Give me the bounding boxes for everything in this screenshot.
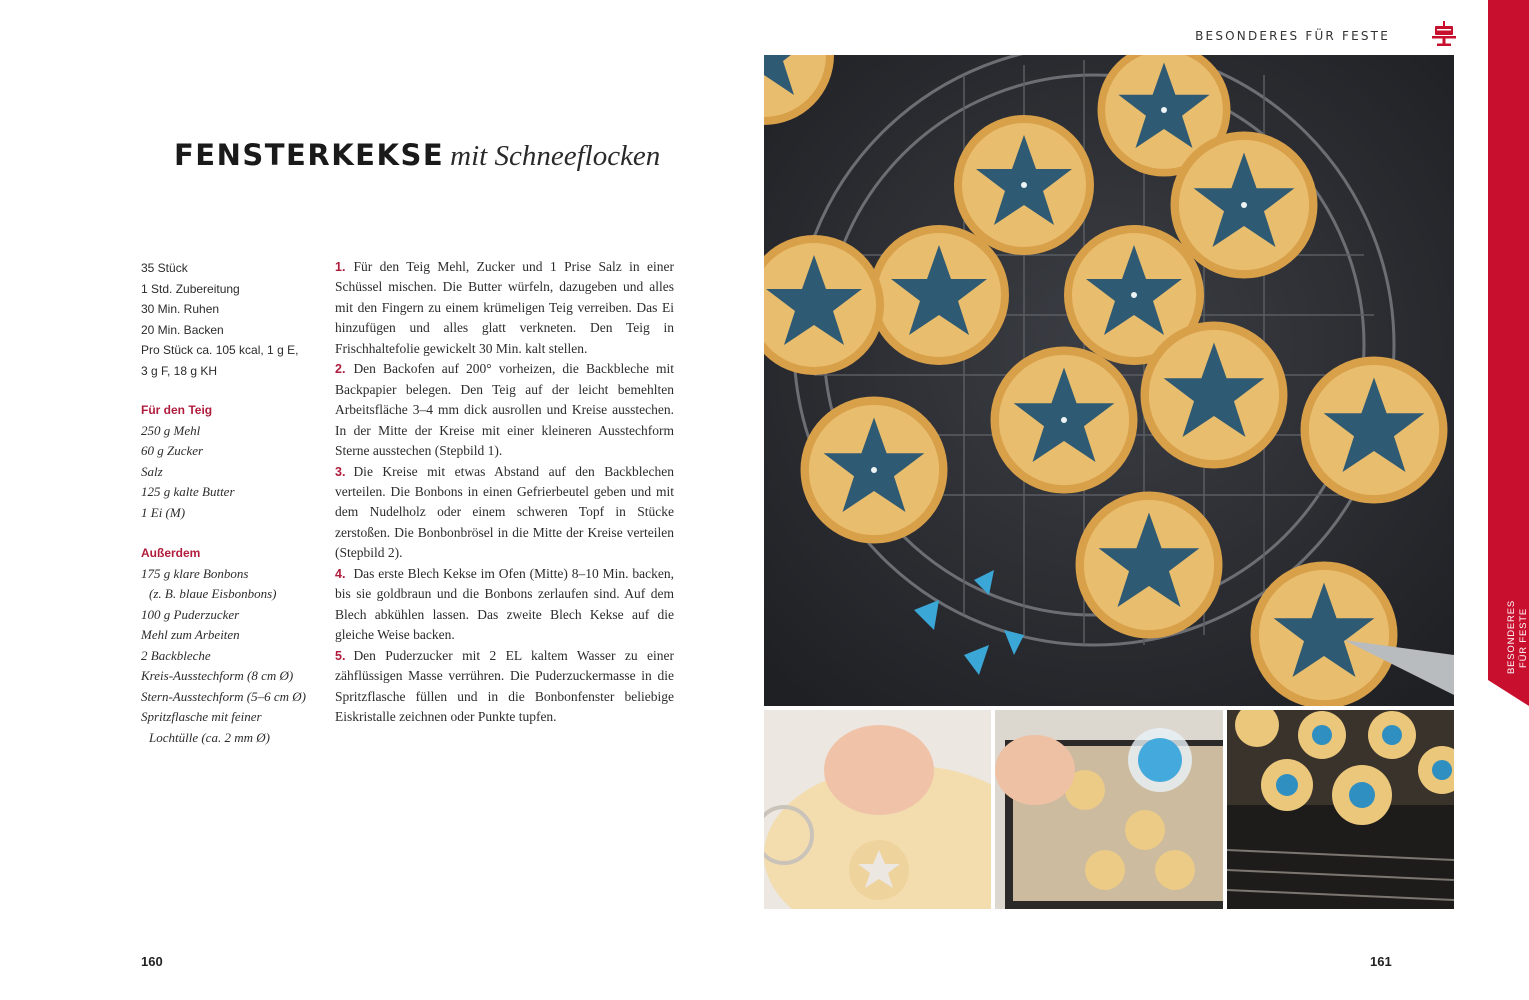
- ingredient-item: Stern-Ausstechform (5–6 cm Ø): [141, 688, 306, 704]
- meta-nutrition-2: 3 g F, 18 g KH: [141, 363, 218, 378]
- meta-yield: 35 Stück: [141, 261, 188, 275]
- ingredients-dough: [141, 400, 331, 523]
- page-number-right: 161: [1370, 954, 1392, 969]
- ingredient-item: 250 g Mehl: [141, 422, 201, 438]
- step-text: Das erste Blech Kekse im Ofen (Mitte) 8–10 Min. backen, bis sie goldbraun und die Bonbons zerlaufen sind. Auf dem Blech abkühlen lassen. Das zweite Blech Kekse auf die gleiche Weise backen.: [335, 565, 674, 643]
- recipe-title-sub: mit Schneeflocken: [450, 140, 661, 172]
- ingredients-heading: Außerdem: [141, 546, 201, 560]
- page-number-left: 160: [141, 954, 163, 969]
- section-header: BESONDERES FÜR FESTE: [1195, 29, 1390, 43]
- step: [335, 646, 674, 728]
- ingredients-heading: Für den Teig: [141, 403, 213, 417]
- ingredient-item: 60 g Zucker: [141, 443, 204, 458]
- step-number: 2.: [335, 362, 346, 377]
- ingredient-item: 2 Backbleche: [141, 647, 211, 663]
- ribbon-line-2: FÜR FESTE: [1518, 608, 1529, 668]
- ingredient-item: (z. B. blaue Eisbonbons): [149, 586, 277, 601]
- ribbon-label: [1478, 600, 1529, 674]
- ingredient-item: 125 g kalte Butter: [141, 484, 235, 499]
- step-photo-3: [1227, 710, 1454, 909]
- step-text: Die Kreise mit etwas Abstand auf den Backblechen verteilen. Die Bonbons in einen Gefrierbeutel geben und mit dem Nudelholz oder einem schweren Topf in Stücke zerstoßen. Die Bonbonbrösel in die Mitte der Kreise verteilen (Stepbild 2).: [335, 463, 674, 561]
- right-page: [764, 0, 1529, 1000]
- ingredient-item: 175 g klare Bonbons: [141, 565, 249, 581]
- meta-nutrition-1: Pro Stück ca. 105 kcal, 1 g E,: [141, 343, 299, 357]
- step-number: 5.: [335, 648, 346, 663]
- recipe-meta: [141, 258, 321, 381]
- ingredient-item: Mehl zum Arbeiten: [141, 627, 240, 642]
- step-number: 3.: [335, 464, 346, 479]
- left-page: [0, 0, 764, 1000]
- step-photo-1: [764, 710, 991, 909]
- ingredient-item: Spritzflasche mit feiner: [141, 709, 262, 724]
- ribbon-line-1: BESONDERES: [1506, 600, 1517, 674]
- step-number: 4.: [335, 566, 346, 581]
- step: [335, 462, 674, 564]
- step-text: Den Backofen auf 200° vorheizen, die Backbleche mit Backpapier belegen. Den Teig auf der leicht bemehlten Arbeitsfläche 3–4 mm dick ausrollen und Kreise ausstechen. In der Mitte der Kreise mit einer kleineren Ausstechform Sterne ausstechen (Stepbild 1).: [335, 361, 674, 459]
- meta-prep-time: 1 Std. Zubereitung: [141, 281, 240, 296]
- recipe-title-main: FENSTERKEKSE: [174, 138, 445, 172]
- step-text: Für den Teig Mehl, Zucker und 1 Prise Salz in einer Schüssel mischen. Die Butter würfeln, dazugeben und alles mit den Fingern zu einem krümeligen Teig verreiben. Das Ei hinzufügen und alles glatt verkneten. Den Teig in Frischhaltefolie gewickelt 30 Min. kalt stellen.: [335, 259, 674, 356]
- step: [335, 257, 674, 359]
- recipe-steps: [335, 257, 674, 727]
- step-text: Den Puderzucker mit 2 EL kaltem Wasser zu einer zähflüssigen Masse verrühren. Die Puderzuckermasse in die Spritzflasche füllen und in die Bonbonfenster beliebige Eiskristalle zeichnen oder Punkte tupfen.: [335, 647, 674, 724]
- ingredient-item: 100 g Puderzucker: [141, 606, 240, 622]
- step-photo-2: [995, 710, 1223, 909]
- main-photo: [764, 55, 1454, 706]
- meta-rest-time: 30 Min. Ruhen: [141, 302, 220, 316]
- ingredient-item: Salz: [141, 463, 163, 479]
- ingredient-item: 1 Ei (M): [141, 504, 186, 520]
- step: [335, 359, 674, 461]
- step-number: 1.: [335, 260, 346, 274]
- meta-bake-time: 20 Min. Backen: [141, 322, 224, 337]
- step: [335, 564, 674, 646]
- ingredient-item: Kreis-Ausstechform (8 cm Ø): [141, 668, 294, 683]
- ingredients-extra: [141, 543, 331, 748]
- ingredient-item: Lochtülle (ca. 2 mm Ø): [149, 729, 270, 745]
- recipe-title: [174, 138, 660, 173]
- cake-stand-icon: [1431, 20, 1457, 48]
